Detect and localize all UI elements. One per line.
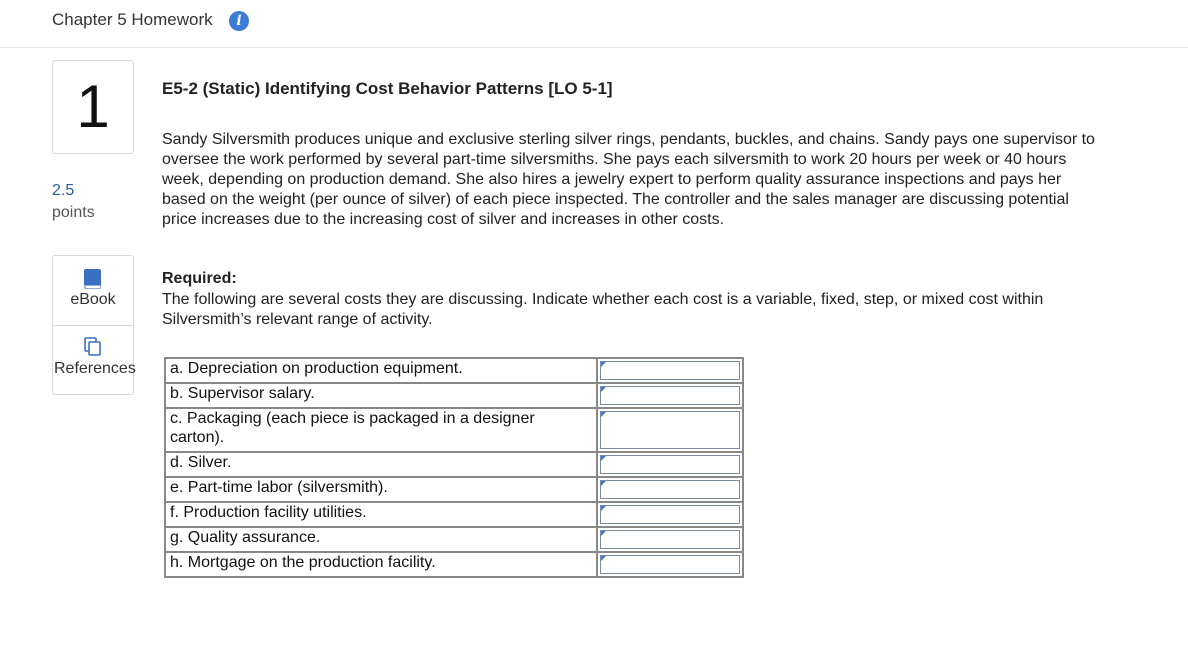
points-value: 2.5 (52, 182, 75, 199)
table-row (165, 527, 743, 552)
table-row (165, 383, 743, 408)
cost-label: a. Depreciation on production equipment. (165, 358, 597, 383)
cost-answer-select[interactable] (600, 455, 740, 474)
table-row (165, 552, 743, 577)
cost-answer-select[interactable] (600, 530, 740, 549)
required-body: The following are several costs they are discussing. Indicate whether each cost is a variable, fixed, step, or mixed cost within Silversmith’s relevant range of activity. (162, 291, 1044, 328)
table-row (165, 502, 743, 527)
points-label: points (52, 204, 95, 221)
table-row (165, 358, 743, 383)
ebook-label: eBook (70, 291, 116, 308)
cost-label: g. Quality assurance. (165, 527, 597, 552)
copy-icon (84, 337, 102, 357)
table-row (165, 408, 743, 452)
cost-label: b. Supervisor salary. (165, 383, 597, 408)
table-row (165, 477, 743, 502)
resource-panel (52, 255, 134, 395)
info-icon[interactable]: i (229, 11, 249, 31)
references-button[interactable] (53, 326, 136, 394)
question-number: 1 (52, 60, 134, 154)
cost-label: c. Packaging (each piece is packaged in a designer carton). (165, 408, 597, 452)
cost-label: e. Part-time labor (silversmith). (165, 477, 597, 502)
table-row (165, 452, 743, 477)
cost-label: h. Mortgage on the production facility. (165, 552, 597, 577)
assignment-title: Chapter 5 Homework (52, 10, 213, 29)
top-header (0, 0, 1188, 48)
references-label: References (54, 360, 136, 377)
cost-answer-select[interactable] (600, 555, 740, 574)
cost-label: d. Silver. (165, 452, 597, 477)
cost-answer-select[interactable] (600, 505, 740, 524)
required-heading: Required: (162, 270, 237, 287)
cost-answer-select[interactable] (600, 386, 740, 405)
cost-answer-select[interactable] (600, 361, 740, 380)
ebook-button[interactable] (53, 256, 133, 325)
question-title: E5-2 (Static) Identifying Cost Behavior Patterns [LO 5-1] (162, 79, 613, 98)
cost-answer-select[interactable] (600, 411, 740, 449)
question-body: Sandy Silversmith produces unique and exclusive sterling silver rings, pendants, buckles, and chains. Sandy pays one supervisor to oversee the work performed by several part-time silversmiths. She pays each silversmith to work 20 hours per week or 40 hours week, depending on production demand. She also hires a jewelry expert to perform quality assurance inspections and pays her based on the weight (per ounce of silver) of each piece inspected. The controller and the sales manager are discussing potential price increases due to the increasing cost of silver and increases in other costs. (162, 131, 1095, 228)
cost-label: f. Production facility utilities. (165, 502, 597, 527)
book-icon (83, 268, 103, 290)
cost-answer-select[interactable] (600, 480, 740, 499)
cost-table (164, 357, 744, 578)
